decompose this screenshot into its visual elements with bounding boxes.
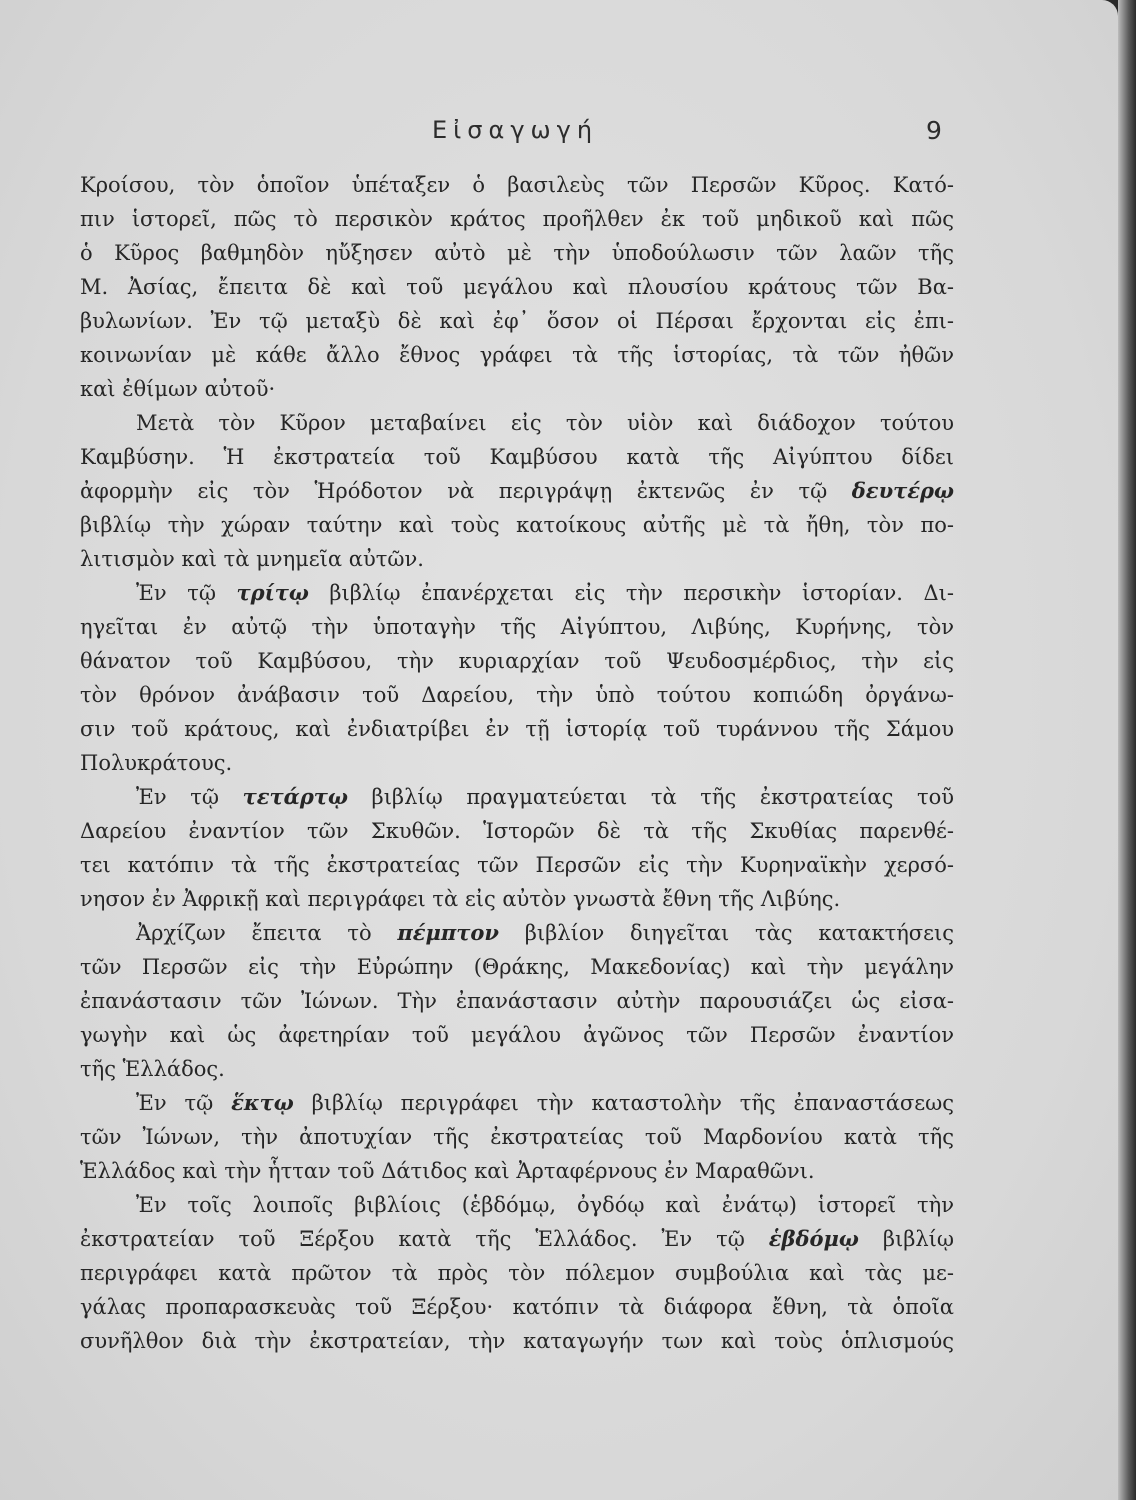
text-line bbox=[80, 1188, 954, 1222]
text-segment: Ἐν τοῖς λοιποῖς βιβλίοις (ἑβδόμῳ, ὀγδόῳ καὶ ἐνάτῳ) ἱστορεῖ τὴν bbox=[136, 1193, 954, 1217]
text-line bbox=[80, 950, 954, 984]
text-line bbox=[80, 576, 954, 610]
text-line bbox=[80, 712, 954, 746]
text-segment: Ἑλλάδος καὶ τὴν ἧτταν τοῦ Δάτιδος καὶ Ἀρταφέρνους ἐν Μαραθῶνι. bbox=[80, 1159, 815, 1183]
text-segment: βιβλίῳ τὴν χώραν ταύτην καὶ τοὺς κατοίκους αὐτῆς μὲ τὰ ἤθη, τὸν πο- bbox=[80, 513, 954, 537]
text-segment: Κροίσου, τὸν ὁποῖον ὑπέταξεν ὁ βασιλεὺς τῶν Περσῶν Κῦρος. Κατό- bbox=[80, 173, 954, 197]
text-segment: Δαρείου ἐναντίον τῶν Σκυθῶν. Ἱστορῶν δὲ τὰ τῆς Σκυθίας παρενθέ- bbox=[80, 819, 954, 843]
text-line bbox=[80, 1290, 954, 1324]
text-segment: γάλας προπαρασκευὰς τοῦ Ξέρξου· κατόπιν τὰ διάφορα ἔθνη, τὰ ὁποῖα bbox=[80, 1295, 954, 1319]
emphasized-word: τρίτῳ bbox=[236, 580, 309, 605]
text-line bbox=[80, 610, 954, 644]
text-line bbox=[80, 270, 954, 304]
text-segment: Μ. Ἀσίας, ἔπειτα δὲ καὶ τοῦ μεγάλου καὶ πλουσίου κράτους τῶν Βα- bbox=[80, 275, 954, 299]
text-line bbox=[80, 372, 954, 406]
text-segment: τῶν Ἰώνων, τὴν ἀποτυχίαν τῆς ἐκστρατείας τοῦ Μαρδονίου κατὰ τῆς bbox=[80, 1125, 954, 1149]
text-segment: σιν τοῦ κράτους, καὶ ἐνδιατρίβει ἐν τῇ ἱστορίᾳ τοῦ τυράννου τῆς Σάμου bbox=[80, 717, 954, 741]
text-line bbox=[80, 1256, 954, 1290]
text-segment: βιβλίῳ ἐπανέρχεται εἰς τὴν περσικὴν ἱστορίαν. Δι- bbox=[308, 581, 954, 605]
text-segment: βιβλίῳ περιγράφει τὴν καταστολὴν τῆς ἐπαναστάσεως bbox=[293, 1091, 954, 1115]
text-segment: ἐκστρατείαν τοῦ Ξέρξου κατὰ τῆς Ἑλλάδος. Ἐν τῷ bbox=[80, 1227, 769, 1251]
text-line bbox=[80, 542, 954, 576]
text-line bbox=[80, 304, 954, 338]
page-edge-shadow bbox=[1118, 0, 1136, 1500]
text-segment: τῆς Ἑλλάδος. bbox=[80, 1057, 225, 1081]
text-line bbox=[80, 508, 954, 542]
text-segment: συνῆλθον διὰ τὴν ἐκστρατείαν, τὴν καταγωγήν των καὶ τοὺς ὁπλισμούς bbox=[80, 1329, 954, 1353]
body-text bbox=[80, 168, 954, 1358]
text-segment: ἀφορμὴν εἰς τὸν Ἡρόδοτον νὰ περιγράψῃ ἐκτενῶς ἐν τῷ bbox=[80, 479, 852, 503]
text-segment: καὶ ἐθίμων αὐτοῦ· bbox=[80, 377, 276, 401]
text-line bbox=[80, 1086, 954, 1120]
text-line bbox=[80, 1324, 954, 1358]
text-line bbox=[80, 1052, 954, 1086]
text-line bbox=[80, 338, 954, 372]
emphasized-word: δευτέρῳ bbox=[851, 478, 954, 503]
text-segment: τει κατόπιν τὰ τῆς ἐκστρατείας τῶν Περσῶν εἰς τὴν Κυρηναϊκὴν χερσό- bbox=[80, 853, 954, 877]
text-segment: γωγὴν καὶ ὡς ἀφετηρίαν τοῦ μεγάλου ἀγῶνος τῶν Περσῶν ἐναντίον bbox=[80, 1023, 954, 1047]
text-segment: ὁ Κῦρος βαθμηδὸν ηὔξησεν αὐτὸ μὲ τὴν ὑποδούλωσιν τῶν λαῶν τῆς bbox=[80, 241, 954, 265]
text-line bbox=[80, 440, 954, 474]
text-line bbox=[80, 1018, 954, 1052]
page-number: 9 bbox=[926, 116, 942, 145]
text-line bbox=[80, 1120, 954, 1154]
text-line bbox=[80, 984, 954, 1018]
text-line bbox=[80, 1154, 954, 1188]
text-segment: Ἀρχίζων ἔπειτα τὸ bbox=[136, 921, 398, 945]
emphasized-word: ἑβδόμῳ bbox=[768, 1226, 859, 1251]
text-line bbox=[80, 814, 954, 848]
text-line bbox=[80, 644, 954, 678]
text-segment: ηγεῖται ἐν αὐτῷ τὴν ὑποταγὴν τῆς Αἰγύπτου, Λιβύης, Κυρήνης, τὸν bbox=[80, 615, 954, 639]
text-line bbox=[80, 746, 954, 780]
text-line bbox=[80, 1222, 954, 1256]
emphasized-word: πέμπτον bbox=[397, 920, 499, 945]
text-segment: βιβλίῳ πραγματεύεται τὰ τῆς ἐκστρατείας τοῦ bbox=[347, 785, 954, 809]
emphasized-word: ἕκτῳ bbox=[231, 1090, 294, 1115]
text-line bbox=[80, 168, 954, 202]
text-line bbox=[80, 678, 954, 712]
running-title: Εἰσαγωγή bbox=[432, 116, 599, 144]
text-segment: νησον ἐν Ἀφρικῇ καὶ περιγράφει τὰ εἰς αὐτὸν γνωστὰ ἔθνη τῆς Λιβύης. bbox=[80, 887, 841, 911]
text-line bbox=[80, 882, 954, 916]
text-segment: θάνατον τοῦ Καμβύσου, τὴν κυριαρχίαν τοῦ Ψευδοσμέρδιος, τὴν εἰς bbox=[80, 649, 954, 673]
text-line bbox=[80, 406, 954, 440]
text-line bbox=[80, 202, 954, 236]
emphasized-word: τετάρτῳ bbox=[242, 784, 348, 809]
text-segment: λιτισμὸν καὶ τὰ μνημεῖα αὐτῶν. bbox=[80, 547, 424, 571]
text-segment: Πολυκράτους. bbox=[80, 751, 233, 775]
text-segment: βιβλίῳ bbox=[858, 1227, 954, 1251]
text-line bbox=[80, 848, 954, 882]
text-segment: τὸν θρόνον ἀνάβασιν τοῦ Δαρείου, τὴν ὑπὸ τούτου κοπιώδη ὀργάνω- bbox=[80, 683, 954, 707]
text-segment: βυλωνίων. Ἐν τῷ μεταξὺ δὲ καὶ ἐφ᾽ ὅσον οἱ Πέρσαι ἔρχονται εἰς ἐπι- bbox=[80, 309, 954, 333]
text-segment: Καμβύσην. Ἡ ἐκστρατεία τοῦ Καμβύσου κατὰ τῆς Αἰγύπτου δίδει bbox=[80, 445, 954, 469]
text-segment: πιν ἱστορεῖ, πῶς τὸ περσικὸν κράτος προῆλθεν ἐκ τοῦ μηδικοῦ καὶ πῶς bbox=[80, 207, 954, 231]
text-line bbox=[80, 236, 954, 270]
text-line bbox=[80, 780, 954, 814]
text-segment: Ἐν τῷ bbox=[136, 1091, 232, 1115]
text-segment: Μετὰ τὸν Κῦρον μεταβαίνει εἰς τὸν υἱὸν καὶ διάδοχον τούτου bbox=[136, 411, 954, 435]
text-line bbox=[80, 916, 954, 950]
text-segment: βιβλίον διηγεῖται τὰς κατακτήσεις bbox=[498, 921, 954, 945]
text-segment: κοινωνίαν μὲ κάθε ἄλλο ἔθνος γράφει τὰ τῆς ἱστορίας, τὰ τῶν ἠθῶν bbox=[80, 343, 954, 367]
text-segment: ἐπανάστασιν τῶν Ἰώνων. Τὴν ἐπανάστασιν αὐτὴν παρουσιάζει ὡς εἰσα- bbox=[80, 989, 954, 1013]
text-segment: τῶν Περσῶν εἰς τὴν Εὐρώπην (Θράκης, Μακεδονίας) καὶ τὴν μεγάλην bbox=[80, 955, 954, 979]
page-header bbox=[0, 112, 1118, 152]
text-segment: Ἐν τῷ bbox=[136, 785, 243, 809]
text-segment: περιγράφει κατὰ πρῶτον τὰ πρὸς τὸν πόλεμον συμβούλια καὶ τὰς με- bbox=[80, 1261, 954, 1285]
text-line bbox=[80, 474, 954, 508]
text-segment: Ἐν τῷ bbox=[136, 581, 237, 605]
